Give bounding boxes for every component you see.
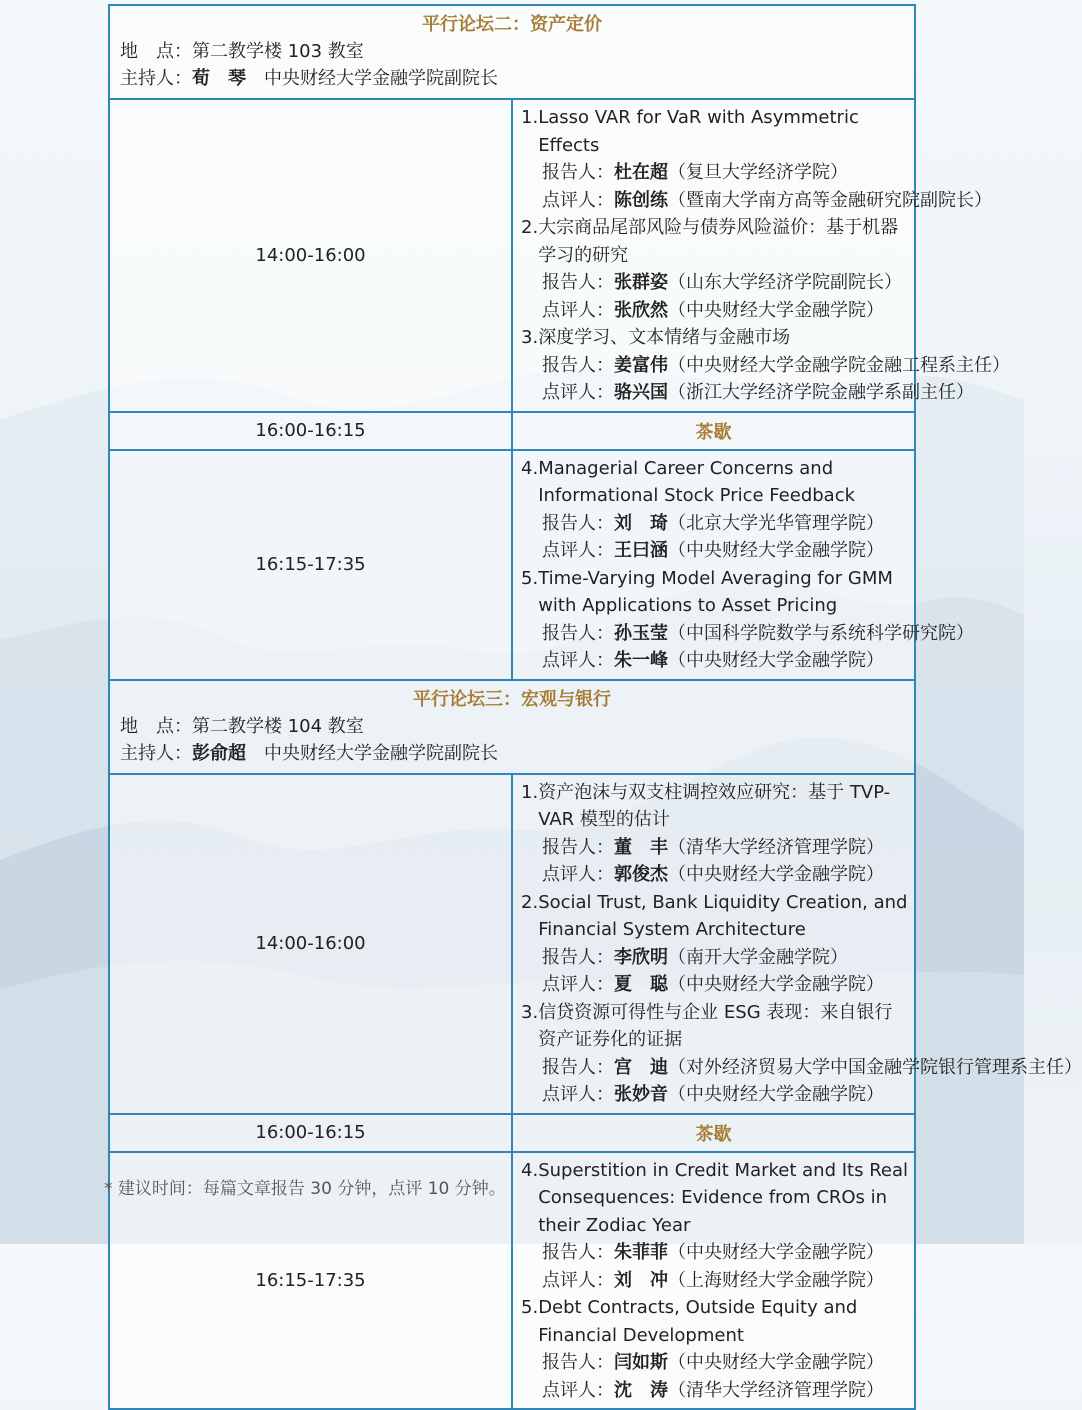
talk-number: 5. bbox=[521, 567, 539, 589]
reporter-line bbox=[521, 944, 908, 972]
schedule-table bbox=[108, 4, 1082, 1410]
forum3-host bbox=[120, 740, 904, 767]
commenter-affiliation: （清华大学经济管理学院） bbox=[668, 1379, 884, 1401]
reporter-affiliation: （复旦大学经济学院） bbox=[668, 162, 848, 183]
session-time: 16:15-17:35 bbox=[109, 1152, 512, 1410]
session-row bbox=[109, 450, 915, 680]
reporter-line bbox=[521, 352, 1010, 380]
reporter-name: 张群姿 bbox=[614, 272, 668, 293]
commenter-label: 点评人： bbox=[542, 540, 614, 561]
reporter-label: 报告人： bbox=[542, 622, 614, 644]
reporter-line bbox=[521, 834, 908, 862]
reporter-affiliation: （中央财经大学金融学院） bbox=[668, 1352, 884, 1373]
reporter-line bbox=[521, 1349, 908, 1377]
reporter-name: 刘 琦 bbox=[614, 512, 668, 534]
talk-title: Managerial Career Concerns and Informational Stock Price Feedback bbox=[538, 457, 856, 506]
reporter-label: 报告人： bbox=[542, 162, 614, 183]
commenter-name: 张欣然 bbox=[614, 299, 668, 321]
reporter-affiliation: （山东大学经济学院副院长） bbox=[668, 272, 902, 293]
commenter-name: 朱一峰 bbox=[614, 650, 668, 671]
commenter-affiliation: （浙江大学经济学院金融学系副主任） bbox=[668, 382, 974, 403]
talk-title: 深度学习、文本情绪与金融市场 bbox=[538, 327, 791, 348]
talk-number: 2. bbox=[521, 891, 539, 913]
reporter-label: 报告人： bbox=[542, 1242, 614, 1263]
commenter-line bbox=[521, 861, 908, 889]
location-value: 第二教学楼 104 教室 bbox=[192, 715, 364, 737]
reporter-affiliation: （中央财经大学金融学院金融工程系主任） bbox=[668, 354, 1010, 376]
forum3-header bbox=[109, 680, 915, 774]
talk-title: Lasso VAR for VaR with Asymmetric Effects bbox=[538, 107, 859, 156]
commenter-name: 张妙音 bbox=[614, 1084, 668, 1105]
talk-title: Debt Contracts, Outside Equity and Financial Development bbox=[538, 1297, 858, 1346]
reporter-line bbox=[521, 510, 908, 538]
commenter-name: 骆兴国 bbox=[614, 382, 668, 403]
commenter-label: 点评人： bbox=[542, 189, 614, 211]
forum3-location bbox=[120, 713, 904, 740]
reporter-name: 孙玉莹 bbox=[614, 622, 668, 644]
host-name: 彭俞超 bbox=[192, 742, 246, 764]
host-label: 主持人： bbox=[120, 68, 192, 89]
location-value: 第二教学楼 103 教室 bbox=[192, 41, 364, 62]
commenter-affiliation: （中央财经大学金融学院） bbox=[668, 864, 884, 885]
commenter-line bbox=[521, 1267, 908, 1295]
talk-number: 2. bbox=[521, 217, 539, 238]
forum2-title: 平行论坛二：资产定价 bbox=[422, 14, 602, 35]
reporter-label: 报告人： bbox=[542, 272, 614, 293]
session-time: 14:00-16:00 bbox=[109, 774, 512, 1114]
talk-item bbox=[521, 455, 908, 565]
commenter-name: 陈创练 bbox=[614, 189, 668, 211]
session-time: 14:00-16:00 bbox=[109, 99, 512, 412]
talk-item bbox=[521, 999, 1082, 1109]
talk-number: 4. bbox=[521, 1159, 539, 1181]
talk-title: 资产泡沫与双支柱调控效应研究：基于 TVP-VAR 模型的估计 bbox=[538, 781, 891, 830]
reporter-name: 宫 迪 bbox=[614, 1056, 668, 1078]
talk-number: 5. bbox=[521, 1297, 539, 1318]
reporter-line bbox=[521, 620, 974, 648]
reporter-affiliation: （南开大学金融学院） bbox=[668, 946, 848, 968]
talk-list bbox=[512, 774, 1082, 1114]
location-label: 地 点： bbox=[120, 41, 192, 62]
talk-title: Time-Varying Model Averaging for GMM with Applications to Asset Pricing bbox=[538, 567, 893, 616]
talk-number: 3. bbox=[521, 1001, 539, 1023]
forum2-host bbox=[120, 65, 904, 92]
reporter-name: 杜在超 bbox=[614, 162, 668, 183]
reporter-affiliation: （中国科学院数学与系统科学研究院） bbox=[668, 622, 974, 644]
break-label: 茶歇 bbox=[512, 412, 915, 450]
commenter-affiliation: （中央财经大学金融学院） bbox=[668, 540, 884, 561]
commenter-label: 点评人： bbox=[542, 1084, 614, 1105]
talk-item bbox=[521, 214, 908, 324]
commenter-line bbox=[521, 297, 908, 325]
session-row bbox=[109, 774, 915, 1114]
commenter-line bbox=[521, 187, 992, 215]
reporter-name: 姜富伟 bbox=[614, 354, 668, 376]
commenter-affiliation: （中央财经大学金融学院） bbox=[668, 650, 884, 671]
talk-list bbox=[512, 450, 974, 680]
talk-item bbox=[521, 889, 908, 999]
talk-number: 1. bbox=[521, 781, 539, 803]
reporter-line bbox=[521, 269, 908, 297]
reporter-affiliation: （对外经济贸易大学中国金融学院银行管理系主任） bbox=[668, 1056, 1082, 1078]
commenter-name: 郭俊杰 bbox=[614, 864, 668, 885]
break-row bbox=[109, 412, 915, 450]
commenter-label: 点评人： bbox=[542, 974, 614, 995]
reporter-affiliation: （清华大学经济管理学院） bbox=[668, 836, 884, 858]
commenter-name: 刘 冲 bbox=[614, 1269, 668, 1291]
reporter-line bbox=[521, 159, 908, 187]
talk-item bbox=[521, 1294, 908, 1404]
session-row bbox=[109, 99, 915, 412]
talk-item bbox=[521, 565, 974, 675]
reporter-name: 朱菲菲 bbox=[614, 1242, 668, 1263]
reporter-label: 报告人： bbox=[542, 1352, 614, 1373]
talk-item bbox=[521, 779, 908, 889]
talk-title: Social Trust, Bank Liquidity Creation, and Financial System Architecture bbox=[538, 891, 908, 940]
commenter-label: 点评人： bbox=[542, 1269, 614, 1291]
talk-item bbox=[521, 1157, 908, 1295]
reporter-line bbox=[521, 1239, 908, 1267]
commenter-name: 夏 聪 bbox=[614, 974, 668, 995]
host-title: 中央财经大学金融学院副院长 bbox=[264, 68, 498, 89]
talk-item bbox=[521, 104, 992, 214]
commenter-affiliation: （中央财经大学金融学院） bbox=[668, 974, 884, 995]
footnote: * 建议时间：每篇文章报告 30 分钟，点评 10 分钟。 bbox=[104, 1179, 506, 1199]
commenter-line bbox=[521, 379, 974, 407]
reporter-line bbox=[521, 1054, 1082, 1082]
break-time: 16:00-16:15 bbox=[109, 1114, 512, 1152]
talk-number: 3. bbox=[521, 327, 539, 348]
forum2-header bbox=[109, 5, 915, 99]
session-time: 16:15-17:35 bbox=[109, 450, 512, 680]
forum-header-row bbox=[109, 5, 915, 99]
reporter-affiliation: （北京大学光华管理学院） bbox=[668, 512, 884, 534]
host-name: 荀 琴 bbox=[192, 68, 246, 89]
talk-item bbox=[521, 324, 1010, 407]
talk-title: 大宗商品尾部风险与债券风险溢价：基于机器学习的研究 bbox=[538, 217, 899, 266]
commenter-label: 点评人： bbox=[542, 864, 614, 885]
commenter-label: 点评人： bbox=[542, 382, 614, 403]
commenter-label: 点评人： bbox=[542, 1379, 614, 1401]
commenter-label: 点评人： bbox=[542, 650, 614, 671]
commenter-line bbox=[521, 1377, 908, 1405]
commenter-name: 王曰涵 bbox=[614, 540, 668, 561]
reporter-label: 报告人： bbox=[542, 512, 614, 534]
host-title: 中央财经大学金融学院副院长 bbox=[264, 742, 498, 764]
talk-list bbox=[512, 99, 1010, 412]
break-label: 茶歇 bbox=[512, 1114, 915, 1152]
commenter-line bbox=[521, 1081, 908, 1109]
reporter-label: 报告人： bbox=[542, 1056, 614, 1078]
forum3-title: 平行论坛三：宏观与银行 bbox=[413, 688, 611, 710]
commenter-name: 沈 涛 bbox=[614, 1379, 668, 1401]
forum2-location bbox=[120, 38, 904, 65]
talk-number: 1. bbox=[521, 107, 539, 128]
commenter-affiliation: （暨南大学南方高等金融研究院副院长） bbox=[668, 189, 992, 211]
break-time: 16:00-16:15 bbox=[109, 412, 512, 450]
reporter-name: 董 丰 bbox=[614, 836, 668, 858]
reporter-name: 李欣明 bbox=[614, 946, 668, 968]
talk-number: 4. bbox=[521, 457, 539, 479]
commenter-label: 点评人： bbox=[542, 299, 614, 321]
reporter-label: 报告人： bbox=[542, 946, 614, 968]
host-label: 主持人： bbox=[120, 742, 192, 764]
commenter-line bbox=[521, 537, 908, 565]
reporter-affiliation: （中央财经大学金融学院） bbox=[668, 1242, 884, 1263]
reporter-name: 闫如斯 bbox=[614, 1352, 668, 1373]
forum-header-row bbox=[109, 680, 915, 774]
commenter-line bbox=[521, 971, 908, 999]
reporter-label: 报告人： bbox=[542, 836, 614, 858]
break-row bbox=[109, 1114, 915, 1152]
talk-list bbox=[512, 1152, 915, 1410]
talk-title: Superstition in Credit Market and Its Real Consequences: Evidence from CROs in their Zodiac Year bbox=[538, 1159, 908, 1236]
commenter-line bbox=[521, 647, 908, 675]
location-label: 地 点： bbox=[120, 715, 192, 737]
commenter-affiliation: （上海财经大学金融学院） bbox=[668, 1269, 884, 1291]
talk-title: 信贷资源可得性与企业 ESG 表现：来自银行资产证券化的证据 bbox=[538, 1001, 893, 1050]
reporter-label: 报告人： bbox=[542, 354, 614, 376]
commenter-affiliation: （中央财经大学金融学院） bbox=[668, 299, 884, 321]
commenter-affiliation: （中央财经大学金融学院） bbox=[668, 1084, 884, 1105]
